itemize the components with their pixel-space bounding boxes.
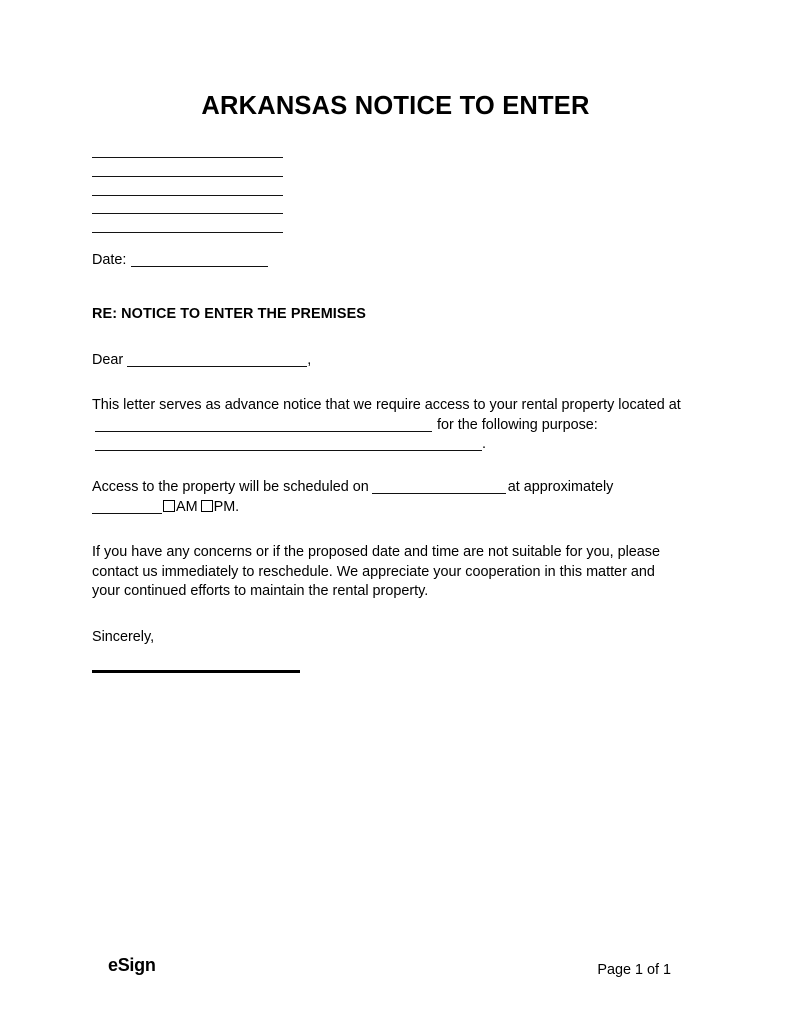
salutation-row bbox=[92, 351, 684, 370]
salutation-label: Dear bbox=[92, 351, 124, 368]
closing-salutation: Sincerely, bbox=[92, 629, 155, 646]
esign-logo: eSign bbox=[108, 955, 156, 975]
paragraph-1-text-part-2: for the following purpose: bbox=[437, 416, 598, 433]
sender-address-line-2[interactable] bbox=[92, 176, 283, 177]
scheduled-time-rule[interactable] bbox=[92, 513, 162, 514]
date-input-rule[interactable] bbox=[131, 266, 268, 267]
paragraph-2-text-part-2: at approximately bbox=[507, 479, 614, 496]
am-label: AM bbox=[176, 498, 198, 515]
recipient-name-rule[interactable] bbox=[127, 366, 307, 367]
sender-address-line-3[interactable] bbox=[92, 195, 283, 196]
property-address-rule[interactable] bbox=[95, 431, 432, 432]
pm-label: PM. bbox=[213, 498, 240, 515]
sender-address-block bbox=[92, 157, 684, 233]
document-body bbox=[92, 148, 684, 673]
subject-line: RE: NOTICE TO ENTER THE PREMISES bbox=[92, 306, 366, 323]
signature-line[interactable] bbox=[92, 670, 300, 673]
purpose-rule[interactable] bbox=[95, 450, 482, 451]
date-label: Date: bbox=[92, 251, 127, 268]
paragraph-1-period: . bbox=[482, 436, 486, 453]
scheduled-date-rule[interactable] bbox=[372, 493, 506, 494]
paragraph-1-text-part-1: This letter serves as advance notice that we require access to your rental property located at bbox=[92, 397, 681, 414]
date-row bbox=[92, 251, 684, 270]
sender-address-line-5[interactable] bbox=[92, 232, 283, 233]
paragraph-concerns: If you have any concerns or if the proposed date and time are not suitable for you, please contact us immediately to reschedule. We appreciate your cooperation in this matter and your continued efforts to maintain the rental property. bbox=[92, 544, 660, 600]
paragraph-access-notice bbox=[92, 396, 684, 454]
paragraph-2-text-part-1: Access to the property will be scheduled on bbox=[92, 479, 369, 496]
sender-address-line-1[interactable] bbox=[92, 157, 283, 158]
sender-address-line-4[interactable] bbox=[92, 213, 283, 214]
page-title: ARKANSAS NOTICE TO ENTER bbox=[201, 92, 590, 120]
pm-checkbox[interactable] bbox=[201, 500, 213, 512]
paragraph-schedule bbox=[92, 478, 684, 517]
am-checkbox[interactable] bbox=[163, 500, 175, 512]
salutation-comma: , bbox=[307, 351, 312, 368]
page-indicator: Page 1 of 1 bbox=[597, 962, 671, 978]
